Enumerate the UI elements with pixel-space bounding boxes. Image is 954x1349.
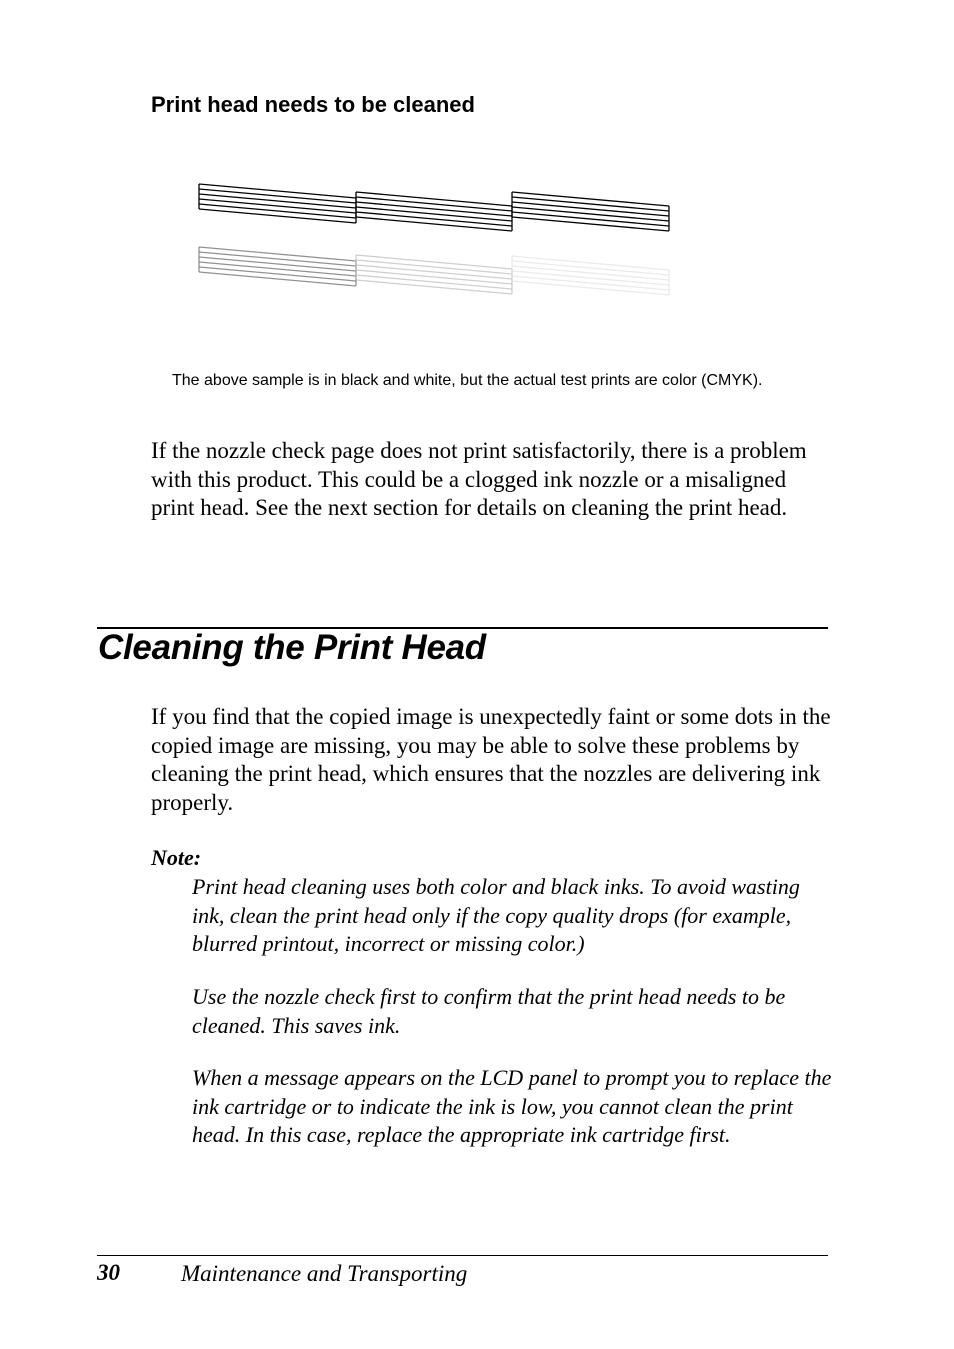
- footer-divider: [97, 1255, 828, 1256]
- note-item-3: When a message appears on the LCD panel to prompt you to replace the ink cartridge or to indicate the ink is low, you cannot clean the print head. In this case, replace the appropriate ink cartridge first.: [192, 1065, 832, 1147]
- footer-title: Maintenance and Transporting: [181, 1261, 468, 1286]
- page-number: 30: [97, 1260, 120, 1285]
- note-label: Note:: [151, 845, 202, 870]
- section-title: Cleaning the Print Head: [98, 628, 486, 667]
- note-item-1: Print head cleaning uses both color and black inks. To avoid wasting ink, clean the print head only if the copy quality drops (for example, blurred printout, incorrect or missing color.): [192, 874, 800, 956]
- sub-heading: Print head needs to be cleaned: [151, 92, 475, 117]
- nozzle-check-pattern-image: [196, 180, 676, 305]
- pattern-caption: The above sample is in black and white, but the actual test prints are color (CMYK).: [172, 372, 763, 389]
- note-item-2: Use the nozzle check first to confirm that the print head needs to be cleaned. This saves ink.: [192, 984, 786, 1038]
- cleaning-intro-paragraph: If you find that the copied image is unexpectedly faint or some dots in the copied image are missing, you may be able to solve these problems by cleaning the print head, which ensures that the nozzles are delivering ink properly.: [151, 704, 831, 815]
- nozzle-check-paragraph: If the nozzle check page does not print satisfactorily, there is a problem with this product. This could be a clogged ink nozzle or a misaligned print head. See the next section for details on cleaning the print head.: [151, 438, 807, 520]
